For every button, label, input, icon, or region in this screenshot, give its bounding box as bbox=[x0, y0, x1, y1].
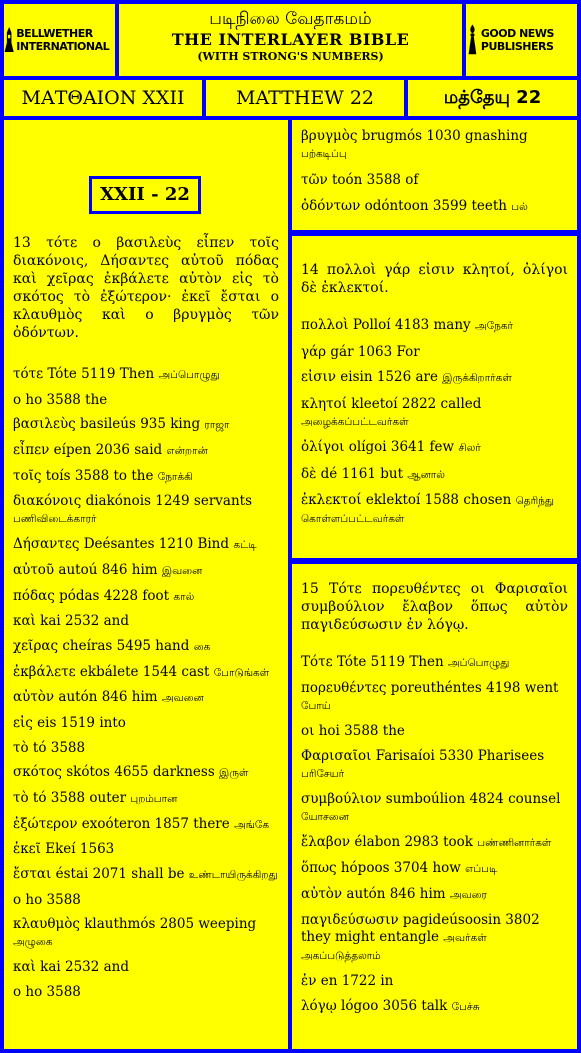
word-entry-tamil: அப்பொழுது bbox=[448, 657, 510, 669]
word-entry bbox=[301, 128, 568, 163]
good-news-logo bbox=[466, 4, 577, 76]
word-entry-tamil: இவனை bbox=[161, 564, 203, 577]
word-entry bbox=[13, 866, 279, 884]
word-entry bbox=[13, 468, 279, 486]
word-entry-main: Φαρισαῖοι Farisaíoi 5330 Pharisees bbox=[301, 748, 545, 764]
word-entry-tamil: பணிவிடைக்காரர் bbox=[13, 513, 97, 526]
word-entry-main: γάρ gár 1063 For bbox=[301, 343, 420, 360]
word-entry bbox=[13, 959, 279, 976]
word-entry-tamil: கை bbox=[193, 640, 211, 653]
word-entry bbox=[301, 680, 568, 715]
word-entry bbox=[13, 715, 279, 732]
word-entry bbox=[301, 886, 568, 904]
word-entry-tamil: இருள் bbox=[219, 767, 249, 780]
word-entry bbox=[13, 588, 279, 606]
bell-tower-icon bbox=[4, 15, 14, 65]
word-entry-tamil: அப்பொழுது bbox=[158, 369, 220, 381]
verse-13-continuation-list bbox=[301, 128, 568, 216]
word-entry bbox=[13, 536, 279, 554]
word-entry-main: ο ho 3588 bbox=[13, 891, 81, 908]
book-greek bbox=[4, 80, 202, 116]
book-tamil bbox=[408, 80, 577, 116]
word-entry bbox=[301, 654, 568, 672]
word-entry-main: συμβούλιον sumboúlion 4824 counsel bbox=[301, 791, 561, 807]
logo-left-text: BELLWETHER INTERNATIONAL bbox=[16, 27, 110, 53]
word-entry-tamil: பண்ணினார்கள் bbox=[477, 837, 552, 849]
word-entry-tamil: அவனை bbox=[161, 692, 204, 705]
word-entry-tamil: எப்படி bbox=[465, 863, 498, 875]
word-entry bbox=[13, 790, 279, 808]
word-entry-main: κλητοί kleetoí 2822 called bbox=[301, 395, 482, 412]
word-entry bbox=[301, 172, 568, 189]
word-entry bbox=[13, 638, 279, 656]
word-entry-main: τοῖς toís 3588 to the bbox=[13, 467, 154, 484]
word-entry-tamil: கால் bbox=[173, 590, 195, 603]
word-entry-main: Δήσαντες Deésantes 1210 Bind bbox=[13, 536, 230, 553]
word-entry-main: βασιλεὺς basileús 935 king bbox=[13, 416, 201, 433]
word-entry-main: χεῖρας cheíras 5495 hand bbox=[13, 637, 190, 654]
word-entry-tamil: என்றான் bbox=[166, 445, 208, 458]
verse-14-panel bbox=[292, 236, 577, 558]
word-entry-main: πολλοὶ Polloí 4183 many bbox=[301, 317, 471, 333]
word-entry bbox=[13, 816, 279, 834]
verse-14-word-list bbox=[301, 317, 568, 528]
word-entry bbox=[13, 892, 279, 909]
word-entry-tamil: பற்கடிப்பு bbox=[301, 148, 347, 160]
word-entry bbox=[301, 834, 568, 852]
book-tamil-label: மத்தேயு 22 bbox=[443, 87, 542, 108]
word-entry bbox=[13, 416, 279, 434]
word-entry bbox=[301, 198, 568, 216]
word-entry-tamil: அவர்கள் அகப்படுத்தலாம் bbox=[301, 932, 487, 962]
word-entry-main: ὅπως hópoos 3704 how bbox=[301, 860, 461, 876]
word-entry-tamil: ஆனால் bbox=[407, 468, 445, 481]
verse-15-text: 15 Τότε πορευθέντες οι Φαρισαῖοι συμβούλιον ἔλαβον ὅπως αὐτὸν παγιδεύσωσιν ἐν λόγῳ. bbox=[301, 581, 568, 633]
word-entry-main: καὶ kai 2532 and bbox=[13, 959, 130, 976]
word-entry bbox=[301, 791, 568, 826]
word-entry-main: εἰς eis 1519 into bbox=[13, 714, 126, 731]
word-entry-main: αὐτὸν autón 846 him bbox=[301, 886, 446, 902]
word-entry bbox=[13, 984, 279, 1001]
word-entry-main: αὐτοῦ autoú 846 him bbox=[13, 561, 158, 578]
word-entry-tamil: நோக்கி bbox=[157, 470, 193, 483]
book-greek-label: ΜΑΤΘΑΙΟΝ XXII bbox=[21, 87, 185, 109]
word-entry-main: δὲ dé 1161 but bbox=[301, 465, 403, 482]
book-english-label: MATTHEW 22 bbox=[235, 87, 375, 109]
word-entry-tamil: அழைக்கப்பட்டவர்கள் bbox=[301, 415, 409, 428]
word-entry-main: ἐξώτερον exoóteron 1857 there bbox=[13, 815, 230, 832]
word-entry-main: εἶπεν eípen 2036 said bbox=[13, 442, 163, 459]
word-entry-main: ἐκεῖ Ekeí 1563 bbox=[13, 841, 115, 858]
verse-14-text: 14 πολλοὶ γάρ εἰσιν κλητοί, ὀλίγοι δὲ ἐκλεκτοί. bbox=[301, 262, 568, 296]
word-entry-tamil: கட்டி bbox=[233, 539, 257, 552]
verse-13-text: 13 τότε ο βασιλεὺς εἶπεν τοῖς διακόνοις, Δήσαντες αὐτοῦ πόδας καὶ χεῖρας ἐκβάλετε αὐτὸν εἰς τὸ σκότος τὸ ἐξώτερον· ἐκεῖ ἔσται ο κλαυθμὸς καὶ ο βρυγμὸς τῶν ὀδόντων. bbox=[13, 235, 279, 341]
word-entry-main: οι hoi 3588 the bbox=[301, 723, 405, 739]
word-entry-tamil: அழுகை bbox=[13, 936, 53, 949]
word-entry-main: ἔλαβον élabon 2983 took bbox=[301, 834, 473, 850]
word-entry-main: Τότε Tóte 5119 Then bbox=[301, 654, 444, 670]
word-entry-main: ο ho 3588 bbox=[13, 983, 81, 1000]
word-entry bbox=[13, 562, 279, 580]
word-entry-main: τῶν toón 3588 of bbox=[301, 172, 419, 188]
word-entry bbox=[301, 492, 568, 528]
word-entry-main: βρυγμὸς brugmós 1030 gnashing bbox=[301, 128, 528, 144]
word-entry bbox=[301, 912, 568, 965]
word-entry-main: ὀδόντων odóntoon 3599 teeth bbox=[301, 198, 507, 214]
word-entry-tamil: யோசனை bbox=[301, 811, 349, 823]
word-entry-main: πορευθέντες poreuthéntes 4198 went bbox=[301, 680, 559, 696]
word-entry bbox=[301, 466, 568, 484]
verse-15-panel bbox=[292, 564, 577, 1049]
word-entry bbox=[13, 916, 279, 951]
word-entry-tamil: பரிசேயர் bbox=[301, 768, 345, 780]
title-subtitle: (WITH STRONG'S NUMBERS) bbox=[197, 50, 384, 63]
word-entry-main: ὀλίγοι olígoi 3641 few bbox=[301, 439, 455, 455]
word-entry bbox=[13, 442, 279, 460]
word-entry bbox=[301, 396, 568, 431]
left-column bbox=[4, 120, 288, 1049]
title-block bbox=[119, 4, 462, 76]
word-entry-main: παγιδεύσωσιν pagideúsoosin 3802 they might entangle bbox=[301, 912, 540, 945]
word-entry-tamil: இருக்கிறார்கள் bbox=[442, 372, 512, 384]
word-entry-main: ἔσται éstai 2071 shall be bbox=[13, 866, 185, 883]
word-entry-main: εἰσιν eisin 1526 are bbox=[301, 369, 438, 385]
word-entry-tamil: பல் bbox=[511, 201, 528, 213]
word-entry-tamil: சிலர் bbox=[458, 442, 481, 454]
word-entry bbox=[301, 317, 568, 335]
word-entry-main: καὶ kai 2532 and bbox=[13, 613, 130, 630]
word-entry-tamil: அவரை bbox=[449, 889, 487, 901]
word-entry-main: κλαυθμὸς klauthmós 2805 weeping bbox=[13, 916, 257, 933]
word-entry bbox=[301, 723, 568, 740]
verse-15-word-list bbox=[301, 654, 568, 1016]
word-entry bbox=[13, 613, 279, 630]
word-entry bbox=[13, 664, 279, 682]
bellwether-logo bbox=[4, 4, 115, 76]
word-entry-tamil: தெரிந்து கொள்ளப்பட்டவர்கள் bbox=[301, 495, 555, 525]
word-entry-tamil: போடுங்கள் bbox=[213, 666, 270, 679]
word-entry-main: ἐκλεκτοί eklektoí 1588 chosen bbox=[301, 492, 512, 508]
word-entry-tamil: அநேகர் bbox=[474, 320, 514, 332]
verse-13-word-list bbox=[13, 366, 279, 1001]
title-english: THE INTERLAYER BIBLE bbox=[171, 30, 410, 49]
word-entry-tamil: போய் bbox=[301, 700, 331, 712]
verse-13-continuation bbox=[292, 120, 577, 230]
word-entry-main: λόγῳ lógoo 3056 talk bbox=[301, 998, 448, 1014]
word-entry-main: τότε Tóte 5119 Then bbox=[13, 366, 155, 382]
word-entry bbox=[13, 366, 279, 384]
word-entry bbox=[13, 689, 279, 707]
word-entry-main: πόδας pódas 4228 foot bbox=[13, 587, 170, 604]
word-entry bbox=[301, 998, 568, 1016]
word-entry bbox=[301, 369, 568, 387]
word-entry bbox=[301, 748, 568, 783]
word-entry bbox=[301, 344, 568, 361]
word-entry-tamil: உண்டாயிருக்கிறது bbox=[188, 869, 278, 882]
word-entry bbox=[13, 493, 279, 528]
chapter-label: XXII - 22 bbox=[89, 176, 201, 214]
word-entry bbox=[301, 860, 568, 878]
word-entry-tamil: பேச்சு bbox=[451, 1001, 480, 1013]
book-english bbox=[206, 80, 404, 116]
word-entry-main: ο ho 3588 the bbox=[13, 391, 108, 408]
word-entry bbox=[301, 439, 568, 457]
word-entry-tamil: ராஜா bbox=[204, 419, 230, 432]
word-entry-tamil: புறம்பான bbox=[130, 793, 178, 805]
torch-icon bbox=[466, 14, 479, 66]
word-entry bbox=[13, 764, 279, 782]
word-entry bbox=[13, 740, 279, 757]
word-entry-main: τὸ tó 3588 bbox=[13, 739, 86, 756]
word-entry-main: αὐτὸν autón 846 him bbox=[13, 689, 158, 706]
word-entry bbox=[13, 841, 279, 858]
word-entry-main: σκότος skótos 4655 darkness bbox=[13, 764, 215, 781]
logo-right-text: GOOD NEWS PUBLISHERS bbox=[480, 27, 554, 53]
word-entry bbox=[13, 392, 279, 409]
word-entry-main: ἐν en 1722 in bbox=[301, 973, 394, 989]
word-entry-main: τὸ tó 3588 outer bbox=[13, 790, 127, 806]
title-tamil: படிநிலை வேதாகமம் bbox=[209, 9, 372, 29]
word-entry-main: διακόνοις diakónois 1249 servants bbox=[13, 493, 252, 510]
word-entry-main: ἐκβάλετε ekbálete 1544 cast bbox=[13, 663, 210, 680]
word-entry bbox=[301, 973, 568, 990]
word-entry-tamil: அங்கே bbox=[234, 818, 270, 831]
